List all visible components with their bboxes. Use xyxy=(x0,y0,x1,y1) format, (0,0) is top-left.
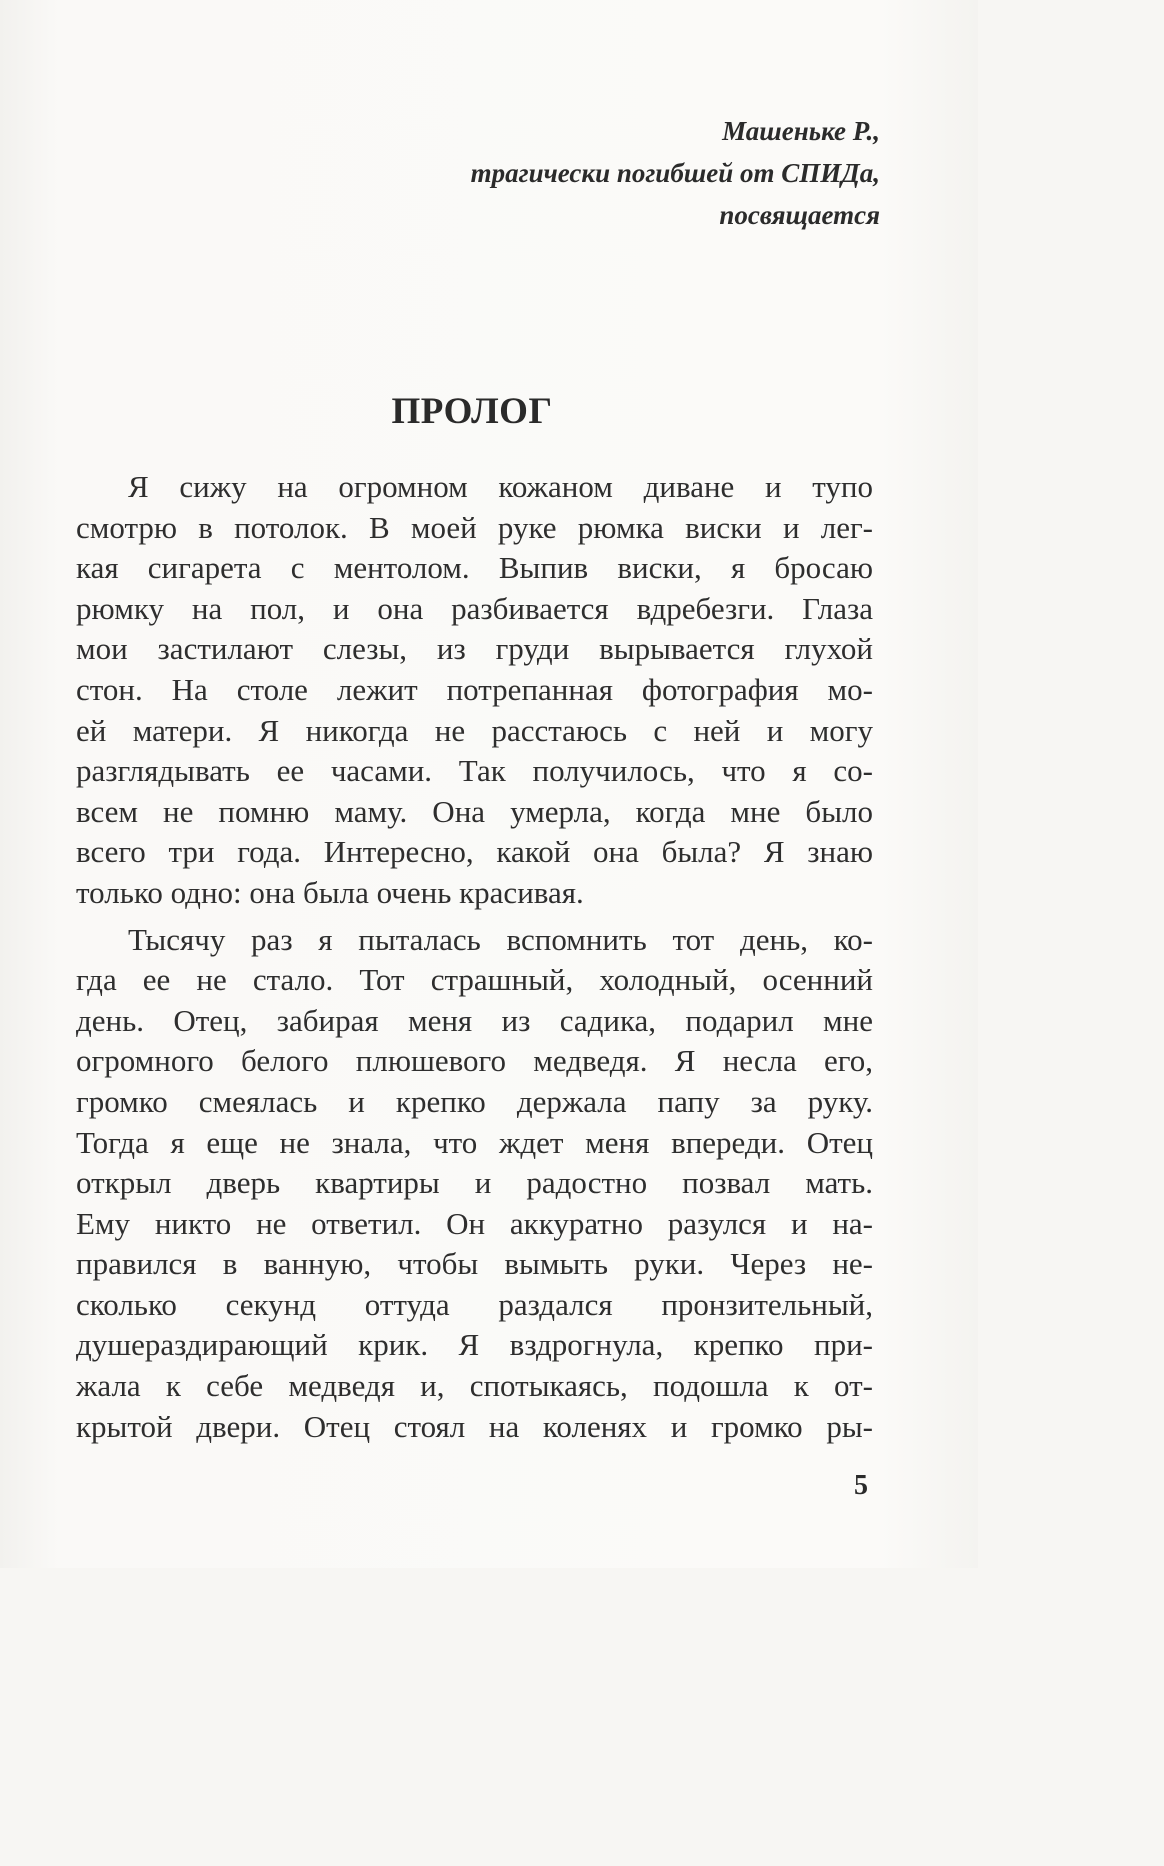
text-line: открыл дверь квартиры и радостно позвал мать. xyxy=(76,1165,873,1201)
text-line: Ему никто не ответил. Он аккуратно разулся и на- xyxy=(76,1205,873,1241)
text-line: Тогда я еще не знала, что ждет меня впереди. Отец xyxy=(76,1124,873,1160)
paragraph-2 xyxy=(76,920,873,1448)
text-line: ей матери. Я никогда не расстаюсь с ней и могу xyxy=(76,712,873,748)
text-line: смотрю в потолок. В моей руке рюмка виски и лег- xyxy=(76,509,873,545)
text-line: кая сигарета с ментолом. Выпив виски, я бросаю xyxy=(76,550,873,586)
text-line: день. Отец, забирая меня из садика, подарил мне xyxy=(76,1002,873,1038)
text-line: огромного белого плюшевого медведя. Я несла его, xyxy=(76,1043,873,1079)
page-number: 5 xyxy=(854,1470,868,1501)
text-line: Я сижу на огромном кожаном диване и тупо xyxy=(128,469,873,504)
text-line: правился в ванную, чтобы вымыть руки. Через не- xyxy=(76,1246,873,1282)
text-line: стон. На столе лежит потрепанная фотография мо- xyxy=(76,671,873,707)
chapter-title: ПРОЛОГ xyxy=(391,391,553,432)
text-line: громко смеялась и крепко держала папу за руку. xyxy=(76,1083,873,1119)
dedication-line: трагически погибшей от СПИДа, xyxy=(470,158,880,188)
dedication-line: посвящается xyxy=(719,200,880,230)
text-line: жала к себе медведя и, спотыкаясь, подошла к от- xyxy=(76,1368,873,1404)
text-line: всем не помню маму. Она умерла, когда мне было xyxy=(76,793,873,829)
text-line: сколько секунд оттуда раздался пронзительный, xyxy=(76,1286,873,1322)
body-text xyxy=(76,467,873,1447)
paragraph-1 xyxy=(76,467,873,914)
text-line: гда ее не стало. Тот страшный, холодный, осенний xyxy=(76,962,873,998)
text-line: всего три года. Интересно, какой она была? Я знаю xyxy=(76,834,873,870)
dedication-line: Машеньке Р., xyxy=(722,116,880,146)
text-line: мои застилают слезы, из груди вырывается глухой xyxy=(76,631,873,667)
text-line: разглядывать ее часами. Так получилось, что я со- xyxy=(76,753,873,789)
text-line: душераздирающий крик. Я вздрогнула, крепко при- xyxy=(76,1327,873,1363)
text-line: Тысячу раз я пыталась вспомнить тот день, ко- xyxy=(128,921,873,957)
text-line: рюмку на пол, и она разбивается вдребезги. Глаза xyxy=(76,590,873,626)
dedication xyxy=(471,110,880,236)
text-line: только одно: она была очень красивая. xyxy=(76,874,584,910)
text-line: крытой двери. Отец стоял на коленях и громко ры- xyxy=(76,1408,873,1444)
